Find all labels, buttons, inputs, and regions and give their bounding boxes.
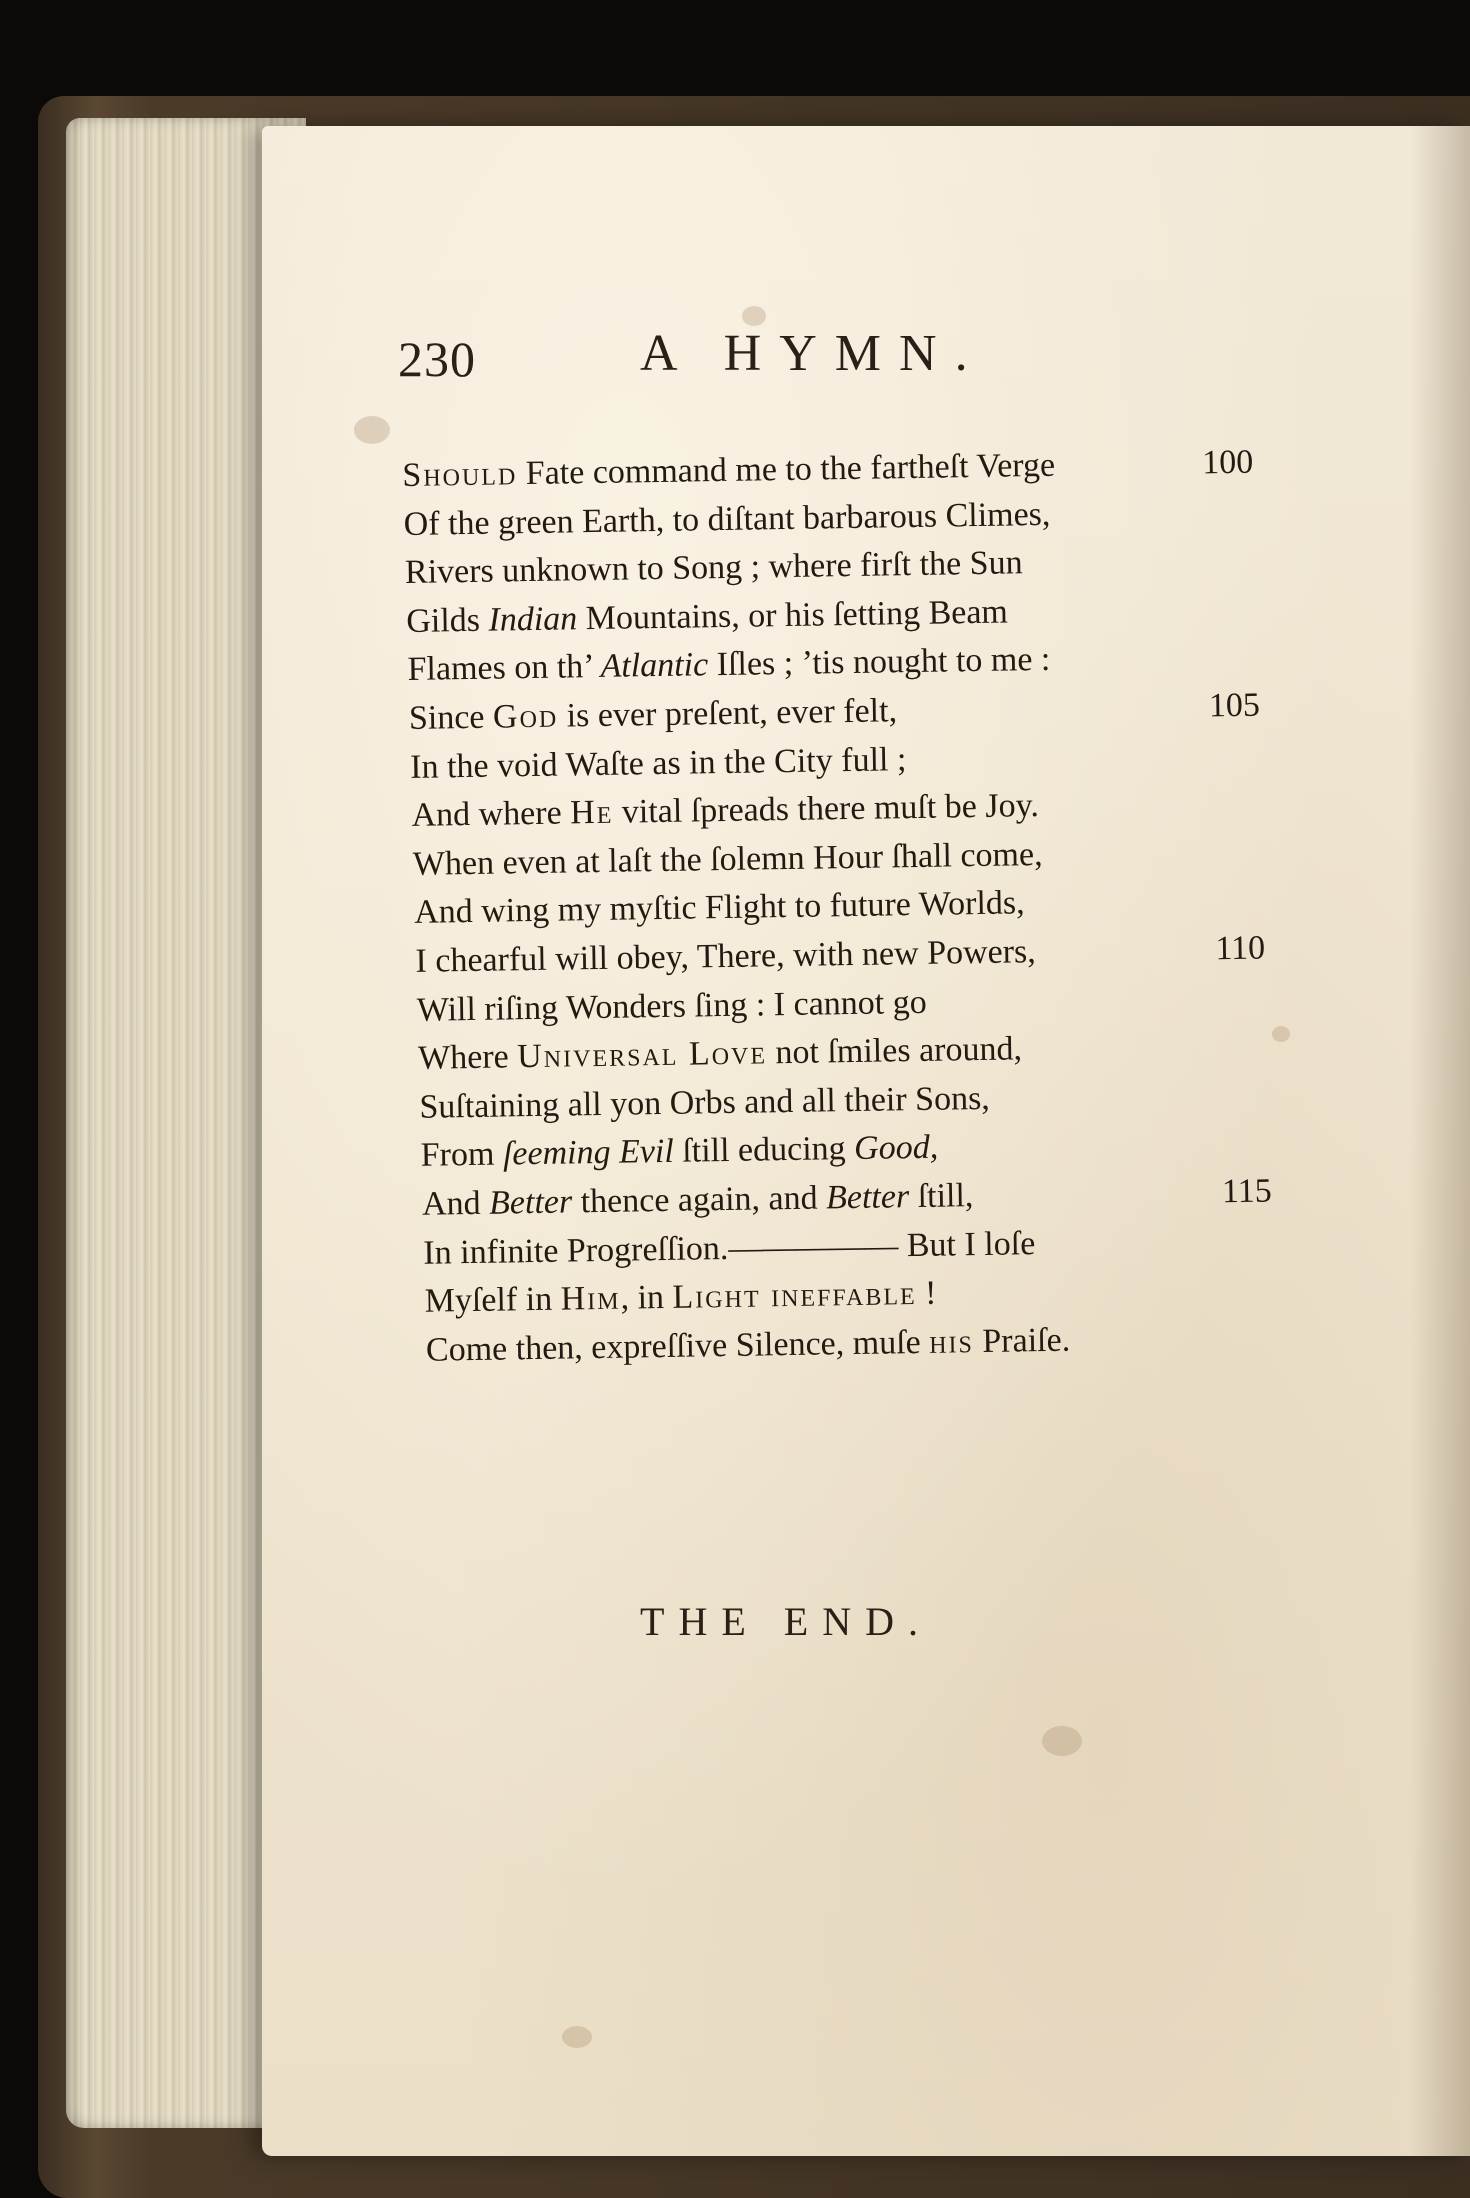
paper-stain [354, 416, 390, 444]
line-text: Of the green Earth, to diſtant barbarous Climes, [403, 495, 1051, 543]
small-caps-text: Universal Love [516, 1034, 768, 1076]
line-text: Gilds [406, 601, 489, 640]
italic-text: ſeeming Evil [502, 1133, 675, 1173]
line-text: And where [411, 794, 571, 835]
page-number: 230 [398, 331, 476, 387]
line-text: ſtill educing [673, 1130, 855, 1171]
line-number: 100 [1201, 443, 1254, 482]
colophon-the-end: THE END. [640, 1599, 932, 1644]
line-text: is ever preſent, ever felt, [557, 692, 898, 735]
italic-text: Atlantic [600, 646, 709, 686]
line-text: vital ſpreads there muſt be Joy. [613, 787, 1040, 831]
paper-stain [742, 306, 766, 326]
line-text: Fate command me to the fartheſt Verge [516, 446, 1056, 493]
line-text: Iſles ; ’tis nought to me : [707, 641, 1051, 684]
line-text: Suſtaining all yon Orbs and all their Sons, [419, 1079, 991, 1126]
line-text: ! [916, 1274, 937, 1313]
line-text: not ſmiles around, [766, 1030, 1023, 1072]
line-text: Since [408, 698, 494, 737]
small-caps-text: Him [560, 1279, 621, 1318]
line-text: And [421, 1184, 490, 1223]
line-number: 115 [1221, 1172, 1273, 1211]
line-text: , in [620, 1278, 673, 1317]
small-caps-text: Light ineffable [672, 1275, 917, 1316]
line-text: Where [417, 1038, 518, 1077]
line-text: Myſelf in [424, 1280, 561, 1320]
book-page [262, 126, 1470, 2156]
line-text: I chearful will obey, There, with new Powers, [415, 933, 1037, 980]
line-text: In the void Waſte as in the City full ; [409, 740, 907, 786]
line-text: Mountains, or his ſetting Beam [576, 593, 1009, 638]
italic-text: Good, [853, 1128, 939, 1168]
small-caps-text: Should [402, 455, 518, 494]
small-caps-text: God [492, 697, 559, 736]
line-text: When even at laſt the ſolemn Hour ſhall come, [412, 835, 1043, 883]
line-text: And wing my myſtic Flight to future Worlds, [413, 884, 1025, 932]
paper-stain [562, 2026, 592, 2048]
line-text: Rivers unknown to Song ; where firſt the Sun [404, 544, 1023, 592]
line-text: From [420, 1135, 504, 1175]
line-text: Flames on th’ [407, 648, 601, 689]
italic-text: Better [488, 1183, 573, 1222]
line-text: Come then, expreſſive Silence, muſe [425, 1323, 930, 1369]
line-number: 105 [1208, 686, 1261, 725]
small-caps-text: He [569, 793, 614, 832]
page-header [262, 325, 1470, 410]
line-text: Will riſing Wonders ſing : I cannot go [416, 983, 927, 1029]
spine-shadow [1410, 126, 1470, 2156]
small-caps-text: his [928, 1322, 975, 1361]
line-text: In infinite Progreſſion.————— But I loſe [423, 1224, 1036, 1272]
italic-text: Indian [488, 600, 578, 639]
running-title: A HYMN. [640, 325, 986, 382]
italic-text: Better [825, 1178, 910, 1217]
paper-stain [1042, 1726, 1082, 1756]
line-number: 110 [1215, 929, 1266, 968]
line-text: Praiſe. [973, 1321, 1071, 1360]
line-text: thence again, and [571, 1179, 827, 1221]
poem-body [402, 437, 1376, 1375]
line-text: ſtill, [908, 1177, 974, 1216]
